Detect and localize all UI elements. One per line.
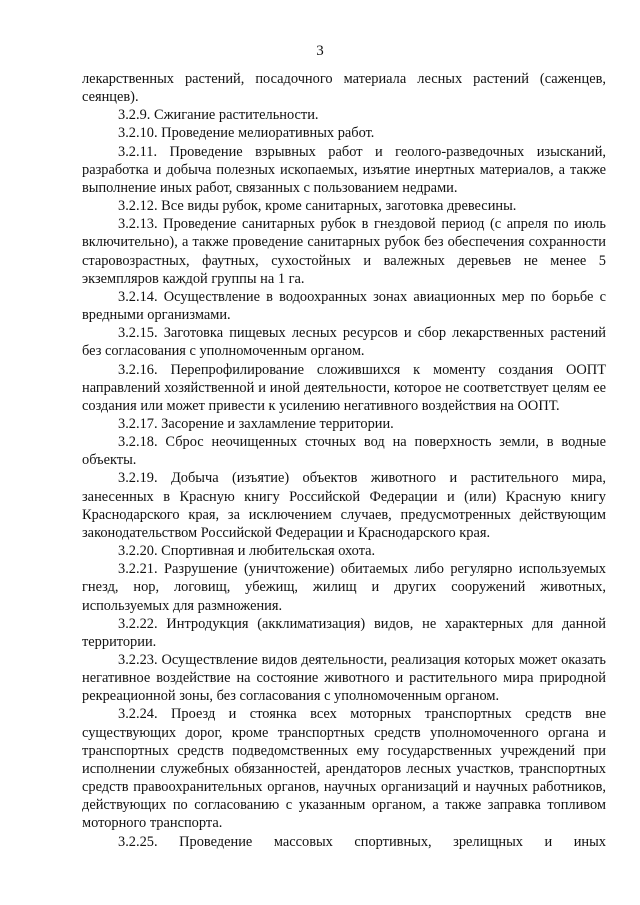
paragraph-3-2-20: 3.2.20. Спортивная и любительская охота. (118, 543, 376, 560)
paragraph-3-2-18: 3.2.18. Сброс неочищенных сточных вод на поверхность земли, в водные объекты. (82, 434, 606, 469)
paragraph-3-2-12: 3.2.12. Все виды рубок, кроме санитарных, заготовка древесины. (118, 198, 517, 215)
paragraph-3-2-21: 3.2.21. Разрушение (уничтожение) обитаемых либо регулярно используемых гнезд, нор, логовищ, убежищ, жилищ и других сооружений животных, используемых для размножения. (82, 561, 606, 614)
paragraph-3-2-22: 3.2.22. Интродукция (акклиматизация) видов, не характерных для данной территории. (82, 615, 606, 650)
page-number: 3 (316, 43, 324, 59)
paragraph-3-2-9: 3.2.9. Сжигание растительности. (118, 107, 319, 124)
paragraph-3-2-24: 3.2.24. Проезд и стоянка всех моторных транспортных средств вне существующих дорог, кроме транспортных средств уполномоченного органа и транспортных средств подведомственных ему государственных учреждений при исполнении служебных обязанностей, арендаторов лесных участков, транспортных средств правоохранительных органов, научных организаций и научных работников, действующих по согласованию с указанным органом, а также заправка топливом моторного транспорта. (82, 706, 606, 832)
paragraph-continuation: лекарственных растений, посадочного материала лесных растений (саженцев, сеянцев). (82, 71, 606, 106)
document-body (82, 70, 606, 851)
paragraph-3-2-11: 3.2.11. Проведение взрывных работ и геолого-разведочных изысканий, разработка и добыча полезных ископаемых, изъятие инертных материалов, а также выполнение иных работ, связанных с пользованием недрами. (82, 143, 606, 196)
paragraph-3-2-15: 3.2.15. Заготовка пищевых лесных ресурсов и сбор лекарственных растений без согласования с уполномоченным органом. (82, 325, 606, 360)
paragraph-3-2-25: 3.2.25. Проведение массовых спортивных, зрелищных и иных (118, 833, 606, 850)
paragraph-3-2-17: 3.2.17. Засорение и захламление территории. (118, 415, 394, 432)
paragraph-3-2-19: 3.2.19. Добыча (изъятие) объектов животного и растительного мира, занесенных в Красную книгу Российской Федерации и (или) Красную книгу Краснодарского края, за исключением случаев, предусмотренных действующим законодательством Российской Федерации и Краснодарского края. (82, 470, 606, 541)
paragraph-3-2-16: 3.2.16. Перепрофилирование сложившихся к моменту создания ООПТ направлений хозяйственной и иной деятельности, которое не соответствует целям ее создания или может привести к усилению негативного воздействия на ООПТ. (82, 361, 606, 414)
paragraph-3-2-13: 3.2.13. Проведение санитарных рубок в гнездовой период (с апреля по июль включительно), а также проведение санитарных рубок без обеспечения сохранности старовозрастных, фаутных, сухостойных и валежных деревьев не менее 5 экземпляров каждой группы на 1 га. (82, 216, 606, 287)
paragraph-3-2-23: 3.2.23. Осуществление видов деятельности, реализация которых может оказать негативное воздействие на состояние животного и растительного мира природной рекреационной зоны, без согласования с уполномоченным органом. (82, 652, 606, 705)
paragraph-3-2-10: 3.2.10. Проведение мелиоративных работ. (118, 125, 375, 142)
paragraph-3-2-14: 3.2.14. Осуществление в водоохранных зонах авиационных мер по борьбе с вредными организмами. (82, 288, 606, 324)
